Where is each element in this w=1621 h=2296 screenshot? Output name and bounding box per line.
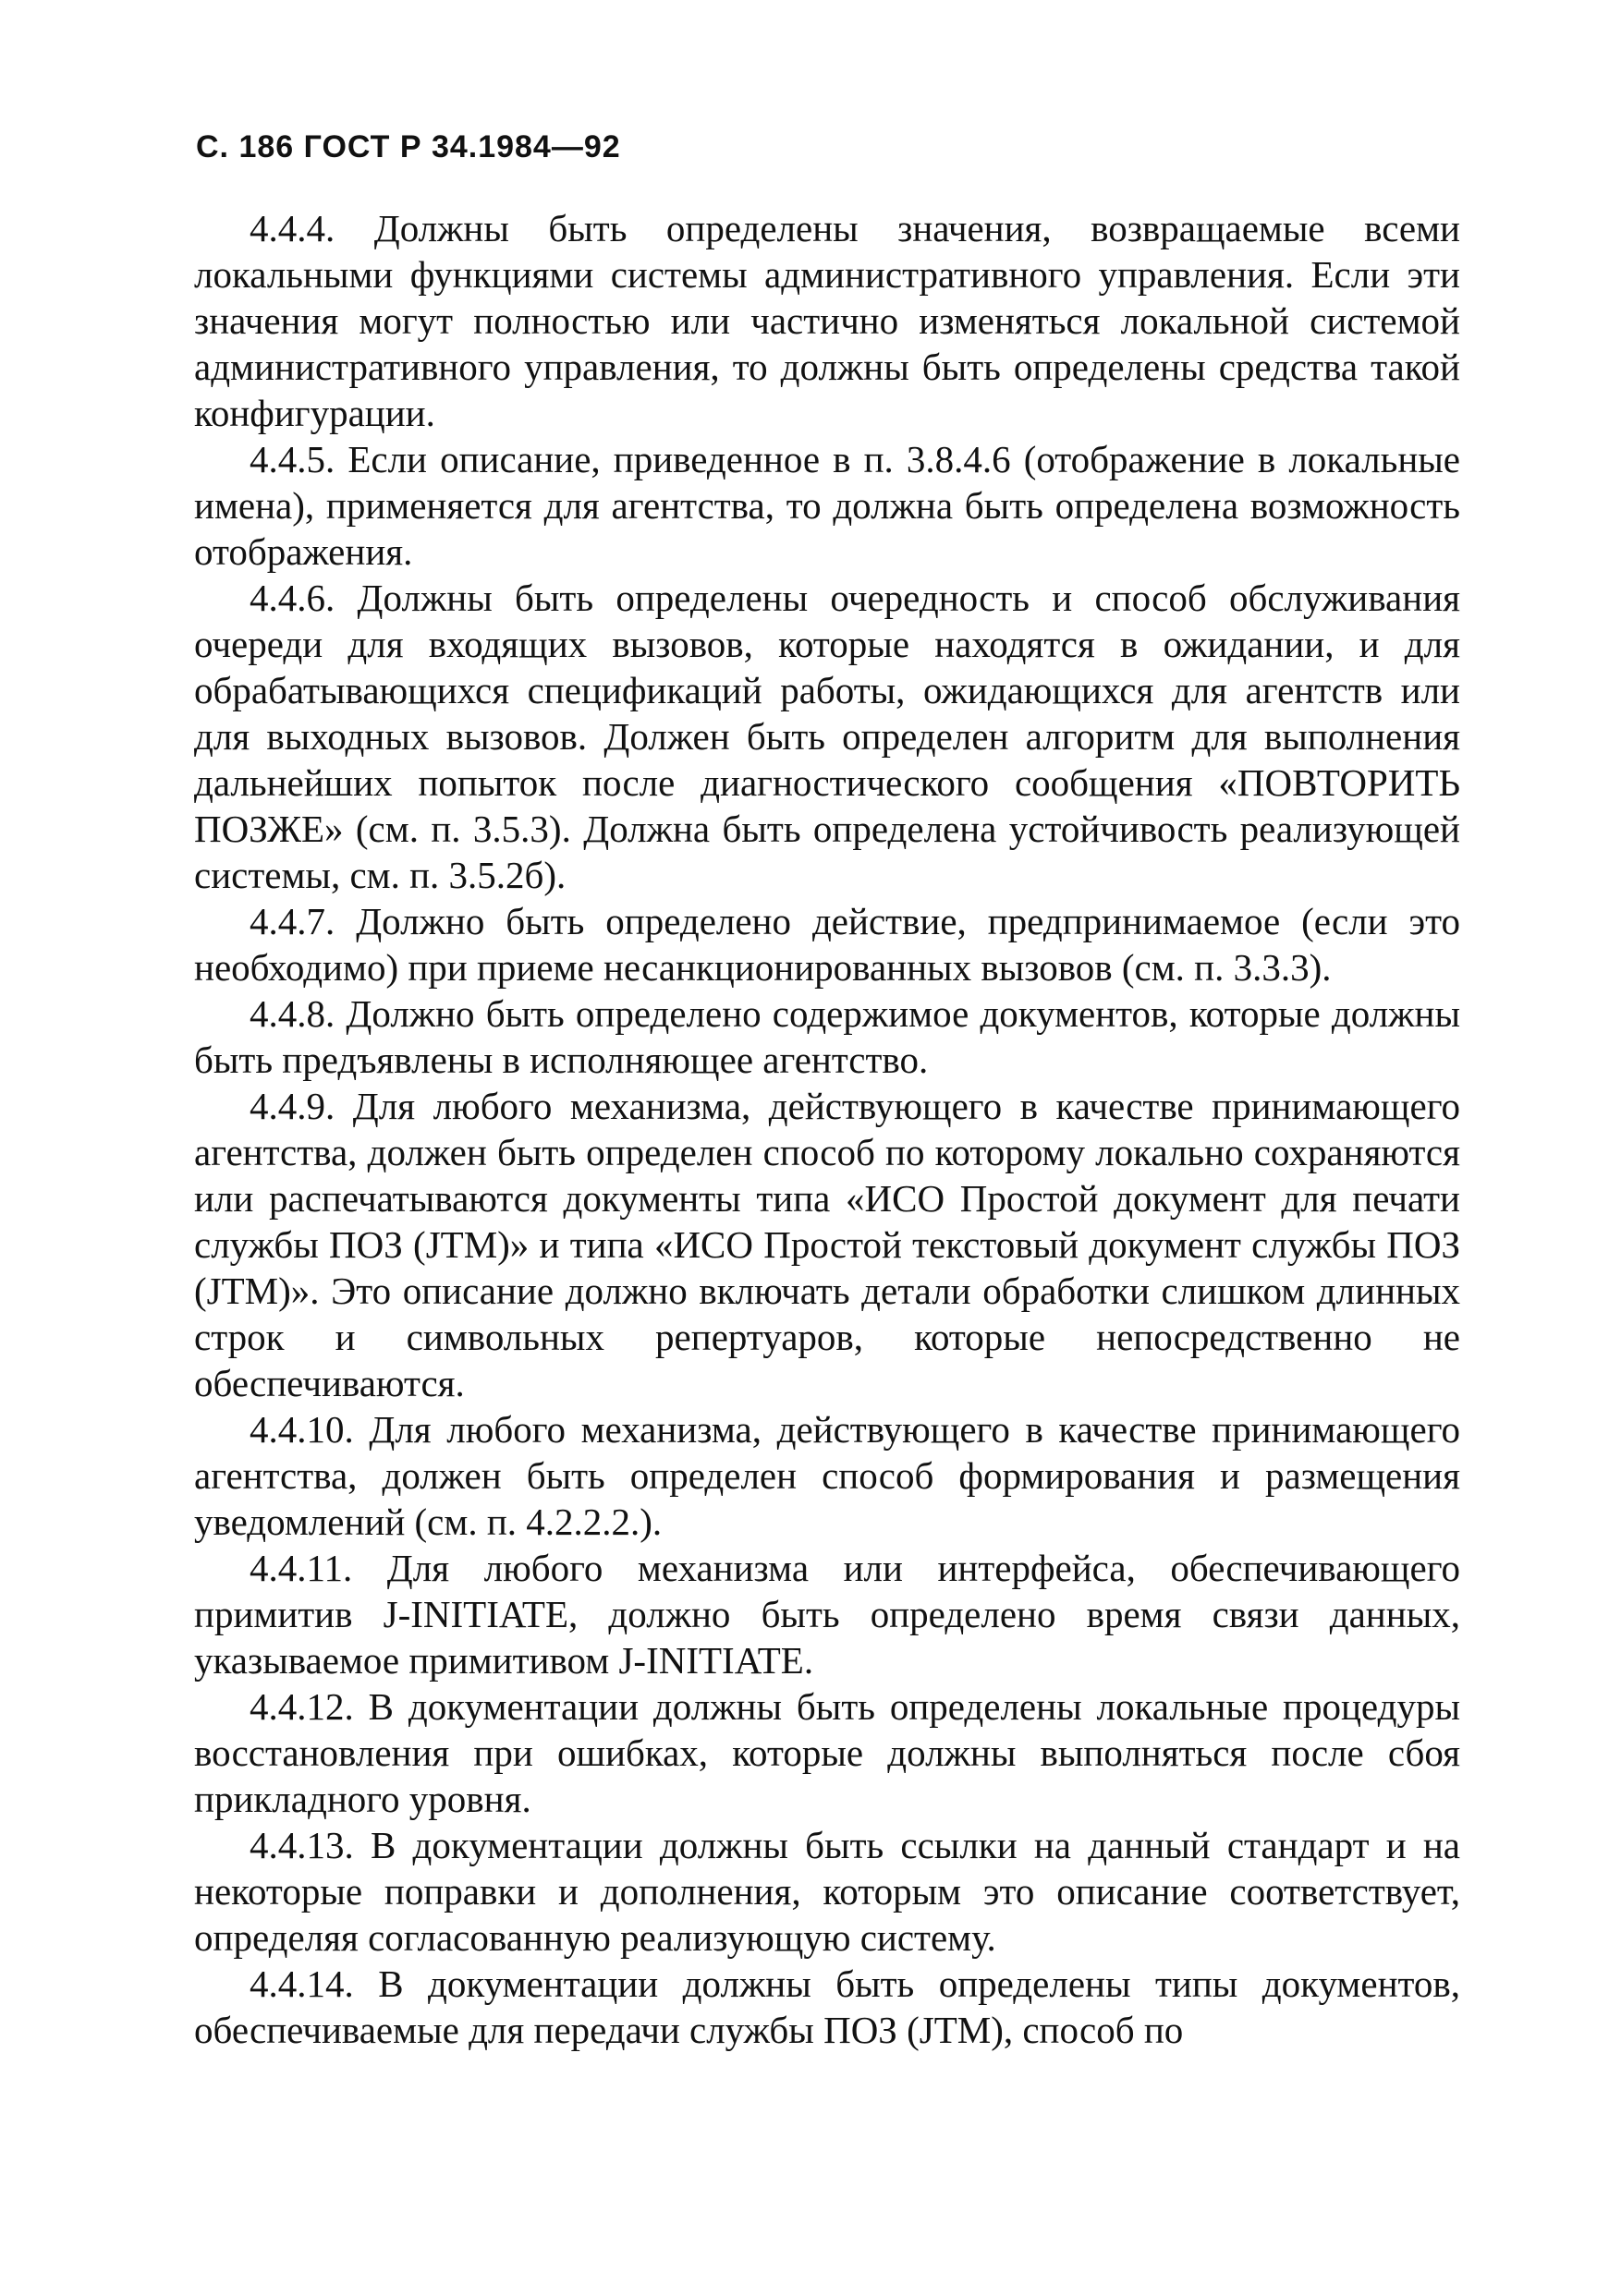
paragraph-4-4-14: 4.4.14. В документации должны быть определены типы документов, обеспечиваемые для передачи службы ПОЗ (JTM), способ по <box>194 1962 1460 2051</box>
paragraph-4-4-4: 4.4.4. Должны быть определены значения, возвращаемые всеми локальными функциями системы административного управления. Если эти значения могут полностью или частично изменяться локальной системой административного управления, то должны быть определены средства такой конфигурации. <box>194 207 1460 434</box>
paragraph-4-4-10: 4.4.10. Для любого механизма, действующего в качестве принимающего агентства, должен быть определен способ формирования и размещения уведомлений (см. п. 4.2.2.2.). <box>194 1408 1460 1543</box>
document-body <box>194 205 1460 2053</box>
paragraph-4-4-6: 4.4.6. Должны быть определены очередность и способ обслуживания очереди для входящих вызовов, которые находятся в ожидании, и для обрабатывающихся спецификаций работы, ожидающихся для агентств или для выходных вызовов. Должен быть определен алгоритм для выполнения дальнейших попыток после диагностического сообщения «ПОВТОРИТЬ ПОЗЖЕ» (см. п. 3.5.3). Должна быть определена устойчивость реализующей системы, см. п. 3.5.2б). <box>194 577 1460 896</box>
paragraph-4-4-9: 4.4.9. Для любого механизма, действующего в качестве принимающего агентства, должен быть определен способ по которому локально сохраняются или распечатываются документы типа «ИСО Простой документ для печати службы ПОЗ (JTM)» и типа «ИСО Простой текстовый документ службы ПОЗ (JTM)». Это описание должно включать детали обработки слишком длинных строк и символьных репертуаров, которые непосредственно не обеспечиваются. <box>194 1085 1460 1404</box>
paragraph-4-4-5: 4.4.5. Если описание, приведенное в п. 3.8.4.6 (отображение в локальные имена), применяется для агентства, то должна быть определена возможность отображения. <box>194 438 1460 573</box>
paragraph-4-4-12: 4.4.12. В документации должны быть определены локальные процедуры восстановления при ошибках, которые должны выполняться после сбоя прикладного уровня. <box>194 1685 1460 1820</box>
paragraph-4-4-11: 4.4.11. Для любого механизма или интерфейса, обеспечивающего примитив J-INITIATE, должно быть определено время связи данных, указываемое примитивом J-INITIATE. <box>194 1547 1460 1682</box>
paragraph-4-4-13: 4.4.13. В документации должны быть ссылки на данный стандарт и на некоторые поправки и дополнения, которым это описание соответствует, определяя согласованную реализующую систему. <box>194 1824 1460 1959</box>
page-header: С. 186 ГОСТ Р 34.1984—92 <box>196 129 621 164</box>
paragraph-4-4-7: 4.4.7. Должно быть определено действие, предпринимаемое (если это необходимо) при приеме несанкционированных вызовов (см. п. 3.3.3). <box>194 900 1460 989</box>
paragraph-4-4-8: 4.4.8. Должно быть определено содержимое документов, которые должны быть предъявлены в исполняющее агентство. <box>194 992 1460 1081</box>
